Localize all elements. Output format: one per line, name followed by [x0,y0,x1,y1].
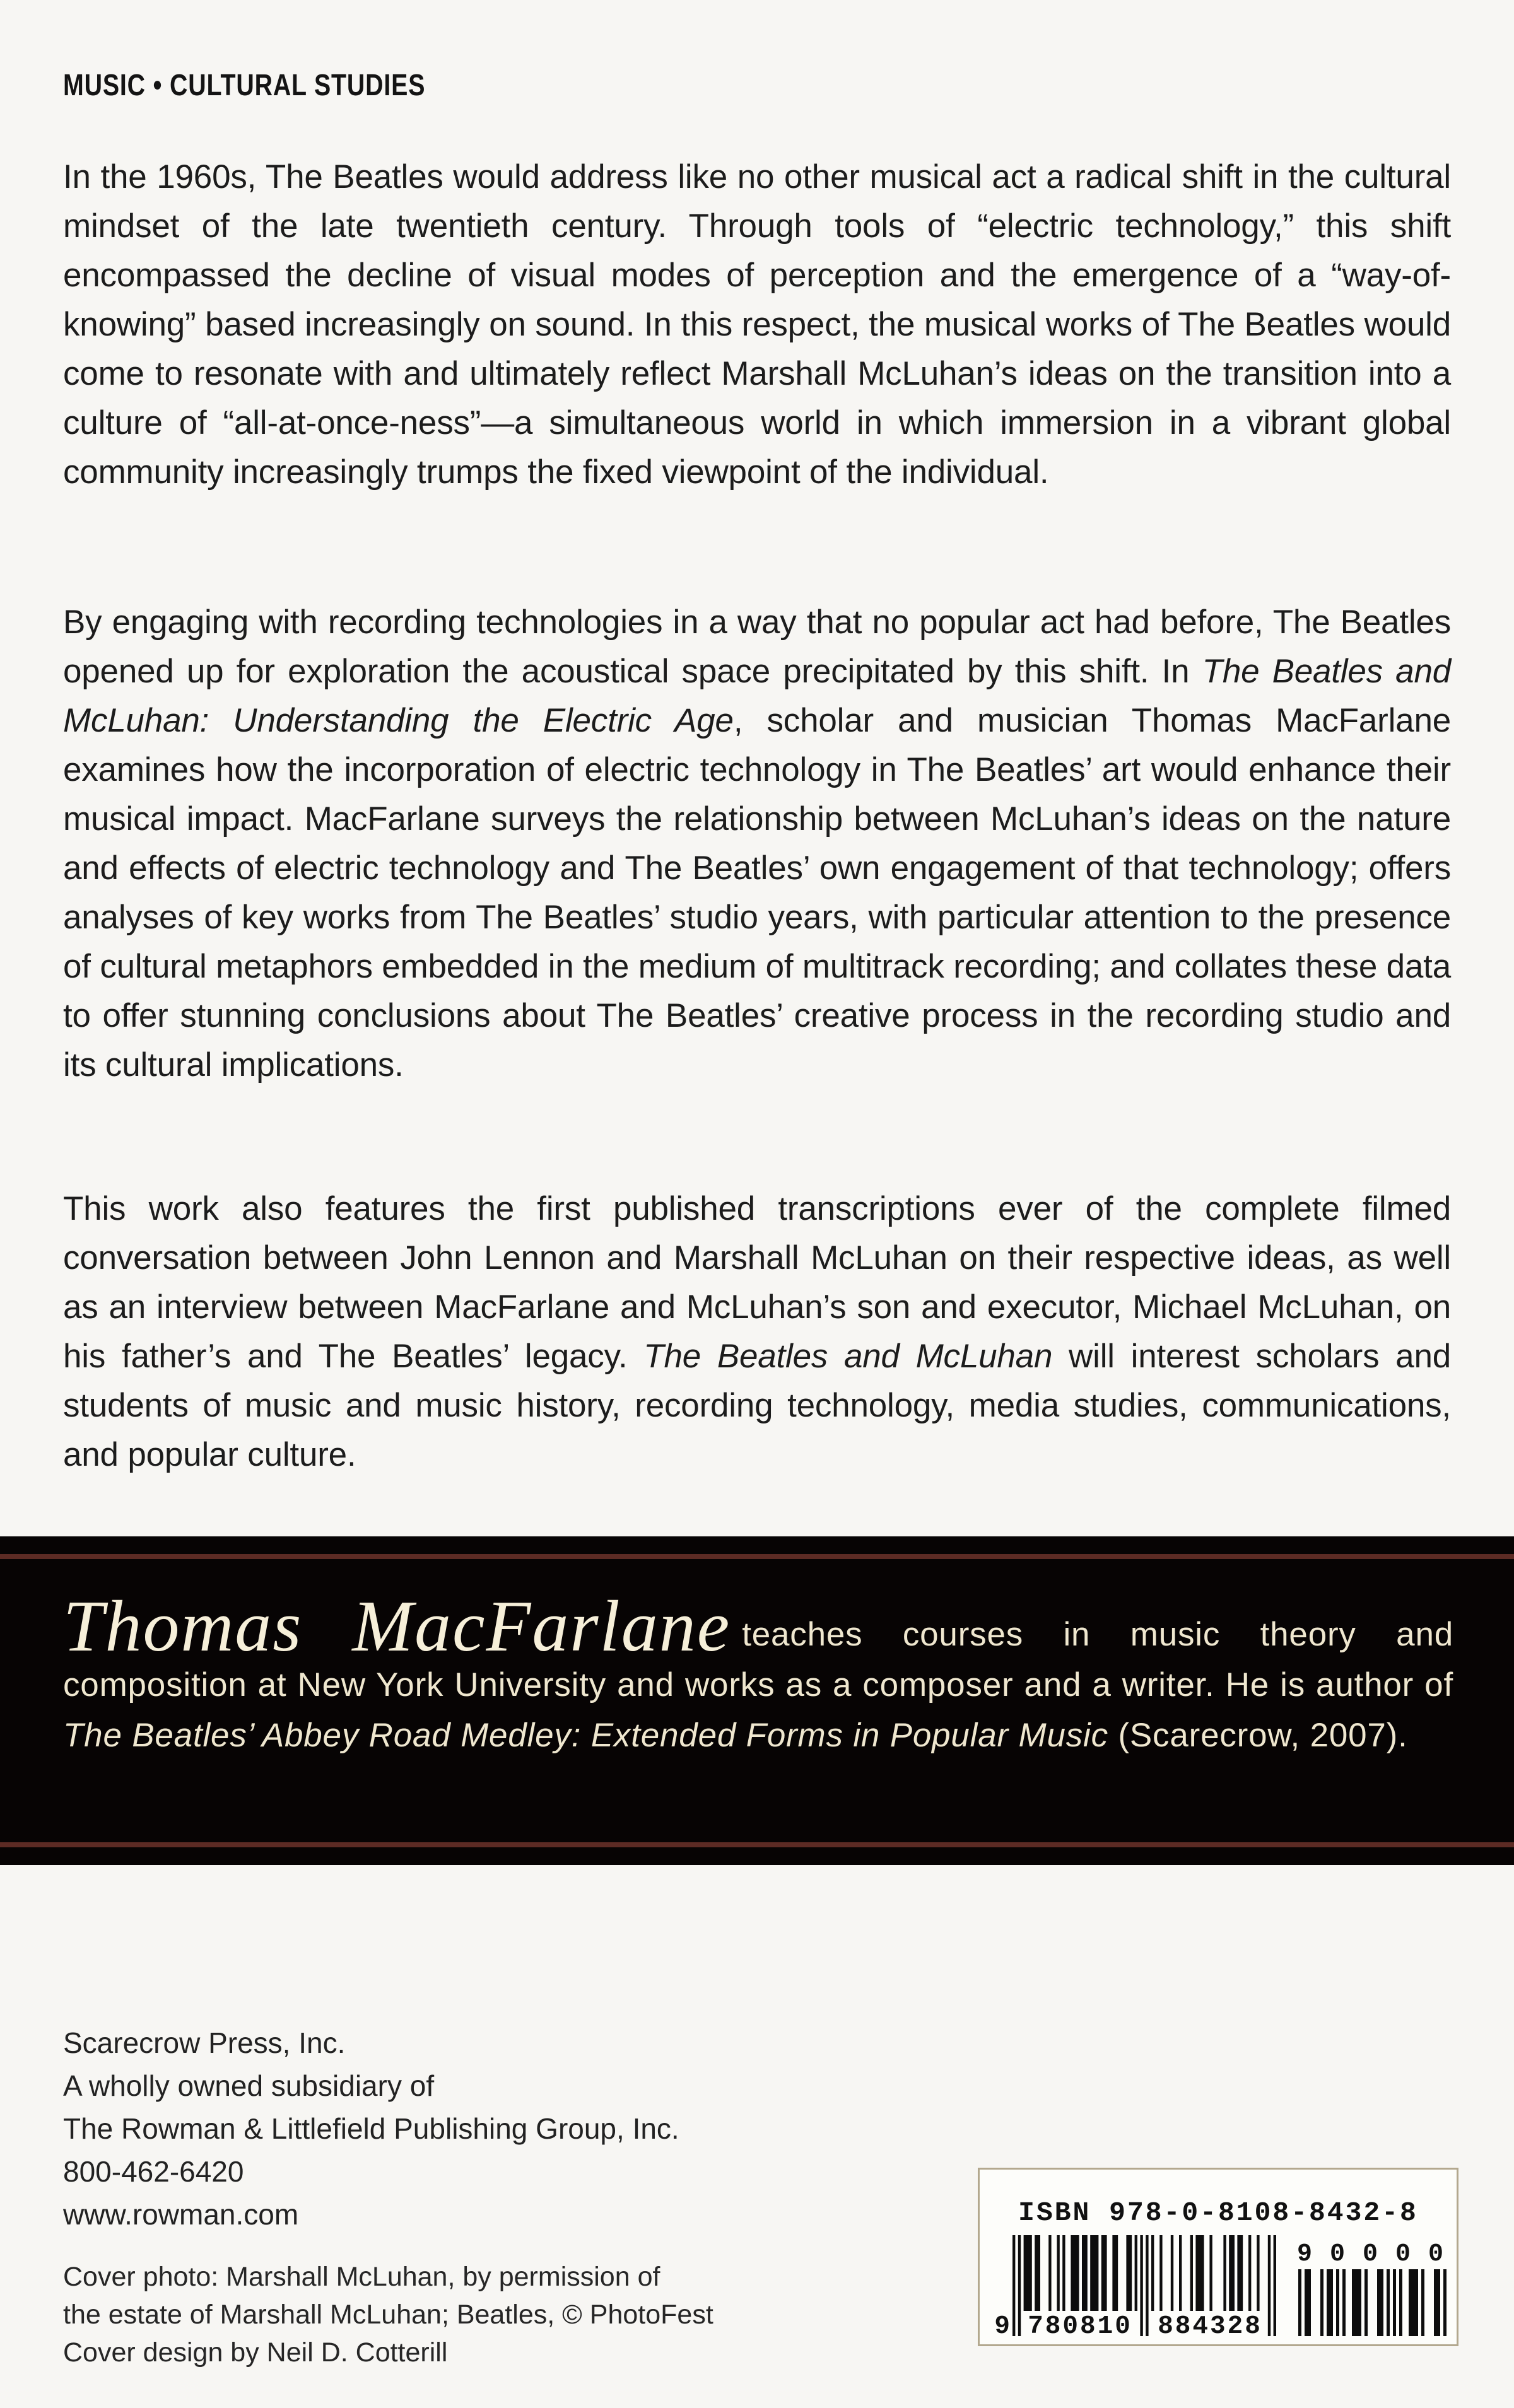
publisher-block [63,2021,679,2236]
paragraph-intro [63,153,1451,497]
author-box-top-rule [0,1554,1514,1559]
author-box-bottom-rule [0,1842,1514,1847]
book-title-italic: The Beatles and McLuhan: Understanding the Electric Age [63,653,1451,739]
publisher-phone: 800-462-6420 [63,2155,244,2188]
ean13-lead-digit: 9 [994,2312,1010,2341]
category-header: MUSIC • CULTURAL STUDIES [63,69,426,102]
ean13-right-digits: 884328 [1158,2312,1262,2341]
author-book-title-italic: The Beatles’ Abbey Road Medley: Extended Forms in Popular Music [63,1717,1108,1754]
ean5-addon-barcode [1295,2269,1447,2336]
ean13-digits [994,2312,1276,2341]
publisher-name: Scarecrow Press, Inc. [63,2026,346,2059]
paragraph-book-description [63,598,1451,1090]
cover-design-credit: Cover design by Neil D. Cotterill [63,2337,448,2368]
p3-post: will interest scholars and students of music and music history, recording technology, media studies, communications, and popular culture. [63,1338,1452,1473]
cover-photo-credit-line1: Cover photo: Marshall McLuhan, by permission of [63,2262,660,2292]
paragraph-intro-text: In the 1960s, The Beatles would address like no other musical act a radical shift in the cultural mindset of the late twentieth century. Through tools of “electric technology,” this shift encompassed the decline of visual modes of perception and the emergence of a “way-of-knowing” based increasingly on sound. In this respect, the musical works of The Beatles would come to resonate with and ultimately reflect Marshall McLuhan’s ideas on the transition into a culture of “all-at-once-ness”—a simultaneous world in which immersion in a vibrant global community increasingly trumps the fixed viewpoint of the individual. [63,158,1451,491]
isbn-barcode-box [978,2168,1458,2346]
paragraph-features [63,1184,1451,1480]
author-bio [63,1586,1453,1761]
cover-photo-credit-line2: the estate of Marshall McLuhan; Beatles, © PhotoFest [63,2300,713,2330]
publisher-group-line: The Rowman & Littlefield Publishing Group, Inc. [63,2112,679,2145]
author-name: Thomas MacFarlane [63,1586,731,1667]
cover-credits-block [63,2258,713,2371]
p3-pre: This work also features the first published transcriptions ever of the complete filmed conversation between John Lennon and Marshall McLuhan on their respective ideas, as well as an interview between MacFarlane and McLuhan’s son and executor, Michael McLuhan, on his father’s and The Beatles’ legacy. [63,1190,1451,1375]
barcode-addon-digits-label: 9 0 0 0 0 [1296,2240,1445,2269]
book-title-short-italic: The Beatles and McLuhan [643,1338,1053,1375]
publisher-subsidiary-line: A wholly owned subsidiary of [63,2069,435,2102]
p2-pre: By engaging with recording technologies in a way that no popular act had before, The Beatles opened up for exploration the acoustical space precipitated by this shift. In [63,604,1451,690]
p2-post: , scholar and musician Thomas MacFarlane examines how the incorporation of electric technology in The Beatles’ art would enhance their musical impact. MacFarlane surveys the relationship between McLuhan’s ideas on the nature and effects of electric technology and The Beatles’ own engagement of that technology; offers analyses of key works from The Beatles’ studio years, with particular attention to the presence of cultural metaphors embedded in the medium of multitrack recording; and collates these data to offer stunning conclusions about The Beatles’ creative process in the recording studio and its cultural implications. [63,702,1451,1084]
publisher-website: www.rowman.com [63,2198,299,2231]
isbn-number-label: ISBN 978-0-8108-8432-8 [1018,2197,1418,2228]
author-bio-pre: teaches courses in music theory and composition at New York University and works as a composer and a writer. He is author of [63,1616,1453,1704]
author-bio-box [0,1536,1514,1865]
ean13-left-digits: 780810 [1028,2312,1132,2341]
author-bio-post: (Scarecrow, 2007). [1108,1717,1408,1754]
